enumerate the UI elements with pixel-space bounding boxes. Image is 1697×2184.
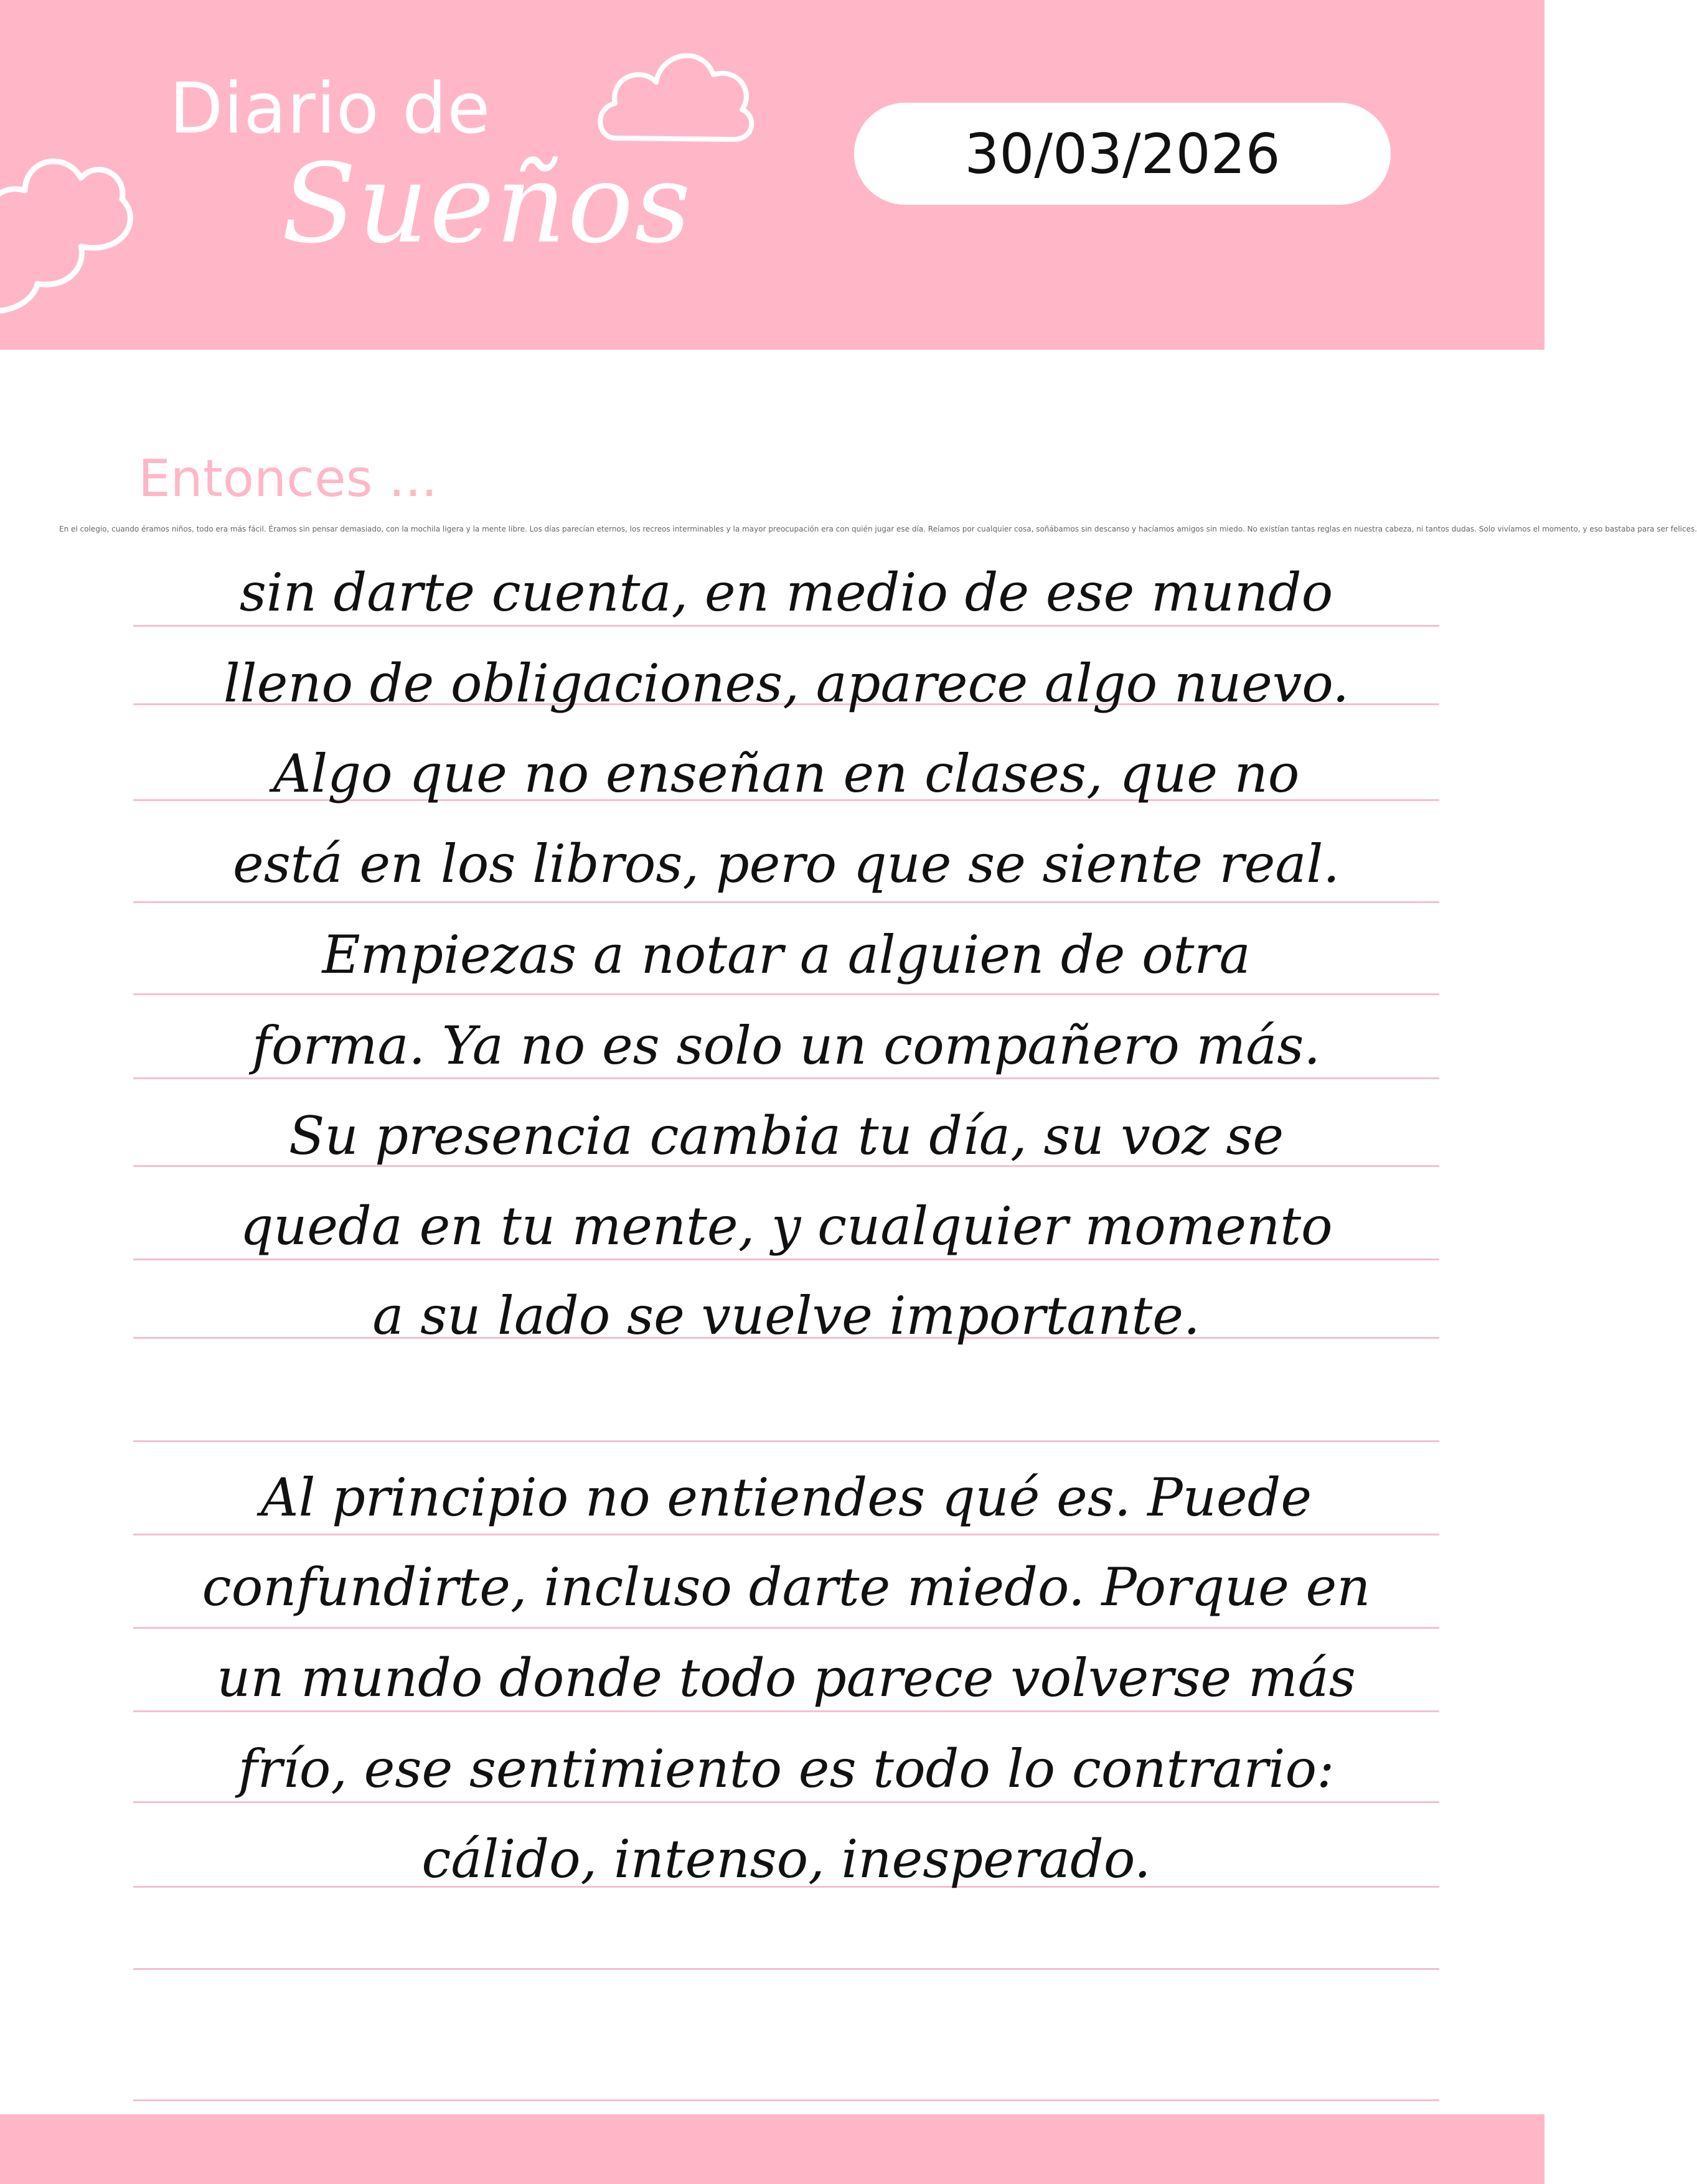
handwritten-line: cálido, intenso, inesperado. [421, 1829, 1151, 1890]
diary-title-line2: Sueños [281, 140, 692, 268]
diary-title-line1: Diario de [169, 68, 491, 149]
ruled-line [133, 993, 1439, 995]
cloud-icon [0, 156, 162, 324]
footer-band [0, 2114, 1544, 2184]
handwritten-line: queda en tu mente, y cualquier momento [240, 1196, 1333, 1257]
handwritten-line: a su lado se vuelve importante. [372, 1285, 1200, 1346]
handwritten-line: sin darte cuenta, en medio de ese mundo [239, 562, 1333, 623]
handwritten-line: Al principio no entiendes qué es. Puede [260, 1467, 1312, 1528]
cloud-icon [591, 39, 759, 151]
handwritten-line: confundirte, incluso darte miedo. Porque en [202, 1557, 1371, 1618]
date-badge: 30/03/2026 [854, 103, 1391, 205]
ruled-line [133, 2099, 1439, 2101]
handwritten-line: Su presencia cambia tu día, su voz se [288, 1105, 1284, 1166]
handwritten-line: frío, ese sentimiento es todo lo contrario: [238, 1738, 1335, 1799]
ruled-line [133, 901, 1439, 903]
handwritten-line: Algo que no enseñan en clases, que no [273, 743, 1300, 804]
handwritten-line: lleno de obligaciones, aparece algo nuevo. [223, 653, 1350, 714]
handwritten-line: está en los libros, pero que se siente real. [232, 833, 1340, 894]
ruled-line [133, 1440, 1439, 1442]
handwritten-line: un mundo donde todo parece volverse más [217, 1647, 1356, 1708]
handwritten-line: forma. Ya no es solo un compañero más. [251, 1015, 1321, 1076]
ruled-line [133, 1627, 1439, 1629]
intro-small-text: En el colegio, cuando éramos niños, todo era más fácil. Éramos sin pensar demasiado, con la mochila ligera y la mente libre. Los días parecían eternos, los recreos interminables y la mayor preocupación era con quién jugar ese día. Reíamos por cualquier cosa, soñábamos sin descanso y hacíamos amigos sin miedo. No existían tantas reglas en nuestra cabeza, ni tantos dudas. Solo vivíamos el momento, y eso bastaba para ser felices. [59, 525, 1697, 533]
ruled-line [133, 1968, 1439, 1970]
header-banner [0, 0, 1544, 350]
handwritten-line: Empiezas a notar a alguien de otra [322, 924, 1251, 985]
section-label: Entonces ... [138, 449, 438, 509]
